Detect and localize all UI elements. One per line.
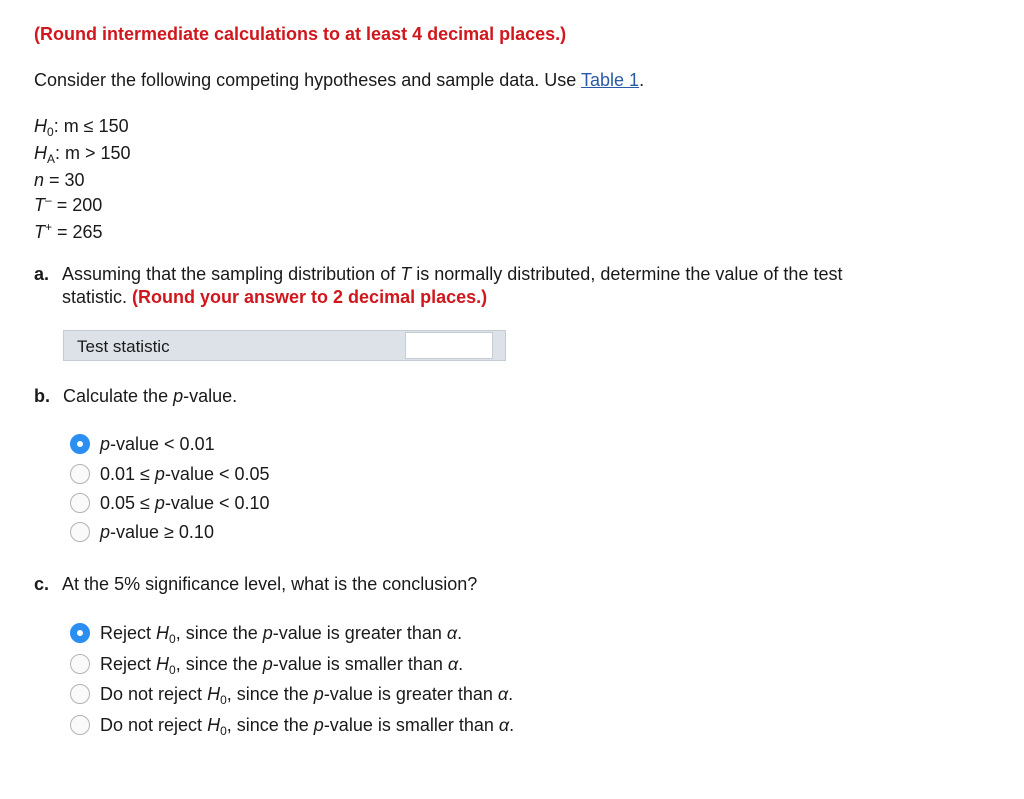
part-b-text: Calculate the [63,386,169,406]
p-value-option-4[interactable] [70,520,214,544]
test-statistic-label: Test statistic [77,337,170,356]
test-statistic-input[interactable] [405,332,493,359]
sample-size [34,168,131,193]
part-b-text-end: -value. [183,386,238,406]
option-label: 0.05 ≤ p-value < 0.10 [100,492,270,513]
null-hypothesis [34,114,131,141]
t-plus-superscript: + [45,220,53,234]
option-label: Do not reject $H_0$, since the p-value is greater than α. [100,683,514,707]
ha-symbol: H [34,143,47,163]
rounding-instruction: (Round intermediate calculations to at least 4 decimal places.) [34,24,567,44]
t-minus-symbol: T [34,195,45,215]
radio-icon[interactable] [70,715,90,735]
part-b-label: b. [34,386,50,406]
t-minus-superscript: – [45,193,52,207]
table-1-link[interactable]: Table 1 [581,70,640,90]
option-label: Do not reject $H_0$, since the p-value is smaller than α. [100,714,515,738]
hypotheses-block [34,114,131,247]
radio-icon[interactable] [70,684,90,704]
part-a-variable: T [400,264,412,284]
part-a-line1 [34,264,842,285]
p-value-option-3[interactable] [70,491,270,515]
part-a-label: a. [34,264,50,284]
option-label: Reject $H_0$, since the p-value is smaller than α. [100,653,464,677]
option-label: Reject $H_0$, since the p-value is greater than α. [100,622,463,646]
radio-icon[interactable] [70,493,90,513]
radio-selected-icon[interactable] [70,623,90,643]
intro-end: . [639,70,645,90]
t-plus-symbol: T [34,222,45,242]
option-label: p-value < 0.01 [100,433,215,454]
ha-subscript: A [47,152,56,166]
part-b-question [34,386,237,407]
p-value-option-1[interactable] [70,432,215,456]
t-plus-value: = 265 [52,222,103,242]
n-symbol: n [34,170,45,190]
h0-symbol: H [34,116,47,136]
conclusion-option-4[interactable] [70,713,514,737]
alternative-hypothesis [34,141,131,168]
part-c-text: At the 5% significance level, what is the conclusion? [62,574,478,594]
part-a-line2 [62,287,487,308]
h0-relation: : m ≤ 150 [53,116,129,136]
p-value-option-2[interactable] [70,462,270,486]
part-a-text-end: is normally distributed, determine the value of the test [416,264,843,284]
part-c-label: c. [34,574,50,594]
radio-icon[interactable] [70,464,90,484]
conclusion-option-1[interactable] [70,621,462,645]
part-a-text: Assuming that the sampling distribution of [62,264,396,284]
radio-icon[interactable] [70,522,90,542]
intro-text: Consider the following competing hypotheses and sample data. Use [34,70,577,90]
option-label: p-value ≥ 0.10 [100,521,214,542]
h0-subscript: 0 [47,125,54,139]
t-plus [34,220,131,247]
n-value: = 30 [44,170,85,190]
t-minus-value: = 200 [51,195,103,215]
ha-relation: : m > 150 [55,143,131,163]
intro-line [34,70,644,91]
conclusion-option-2[interactable] [70,652,463,676]
t-minus [34,193,131,220]
part-b-variable: p [173,386,184,406]
part-c-question [34,574,477,595]
conclusion-option-3[interactable] [70,682,513,706]
radio-selected-icon[interactable] [70,434,90,454]
part-a-text-line2: statistic. [62,287,128,307]
test-statistic-table [63,330,506,361]
part-a-rounding-note: (Round your answer to 2 decimal places.) [132,287,488,307]
option-label: 0.01 ≤ p-value < 0.05 [100,463,270,484]
radio-icon[interactable] [70,654,90,674]
